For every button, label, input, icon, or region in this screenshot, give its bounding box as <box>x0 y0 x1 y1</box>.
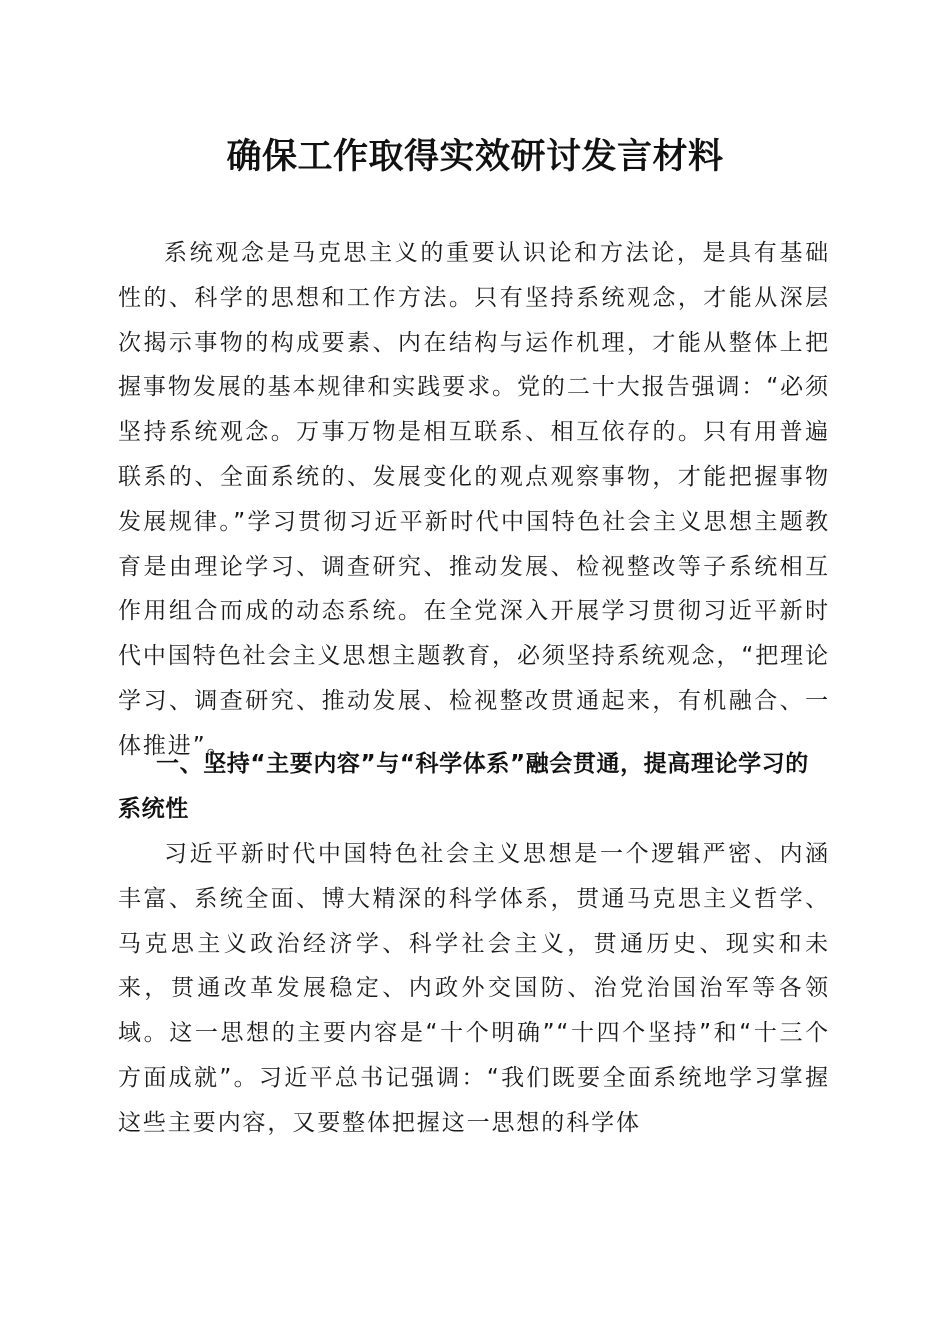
section-1-paragraph: 习近平新时代中国特色社会主义思想是一个逻辑严密、内涵丰富、系统全面、博大精深的科学体系，贯通马克思主义哲学、马克思主义政治经济学、科学社会主义，贯通历史、现实和未来，贯通改革发展稳定、内政外交国防、治党治国治军等各领域。这一思想的主要内容是“十个明确”“十四个坚持”和“十三个方面成就”。习近平总书记强调：“我们既要全面系统地学习掌握这些主要内容，又要整体把握这一思想的科学体 <box>118 841 830 1136</box>
section-heading-1: 一、坚持“主要内容”与“科学体系”融会贯通，提高理论学习的系统性 <box>118 751 809 822</box>
document-title: 确保工作取得实效研讨发言材料 <box>226 136 724 177</box>
intro-paragraph: 系统观念是马克思主义的重要认识论和方法论，是具有基础性的、科学的思想和工作方法。只有坚持系统观念，才能从深层次揭示事物的构成要素、内在结构与运作机理，才能从整体上把握事物发展的基本规律和实践要求。党的二十大报告强调：“必须坚持系统观念。万事万物是相互联系、相互依存的。只有用普遍联系的、全面系统的、发展变化的观点观察事物，才能把握事物发展规律。”学习贯彻习近平新时代中国特色社会主义思想主题教育是由理论学习、调查研究、推动发展、检视整改等子系统相互作用组合而成的动态系统。在全党深入开展学习贯彻习近平新时代中国特色社会主义思想主题教育，必须坚持系统观念，“把理论学习、调查研究、推动发展、检视整改贯通起来，有机融合、一体推进”。 <box>118 240 830 759</box>
